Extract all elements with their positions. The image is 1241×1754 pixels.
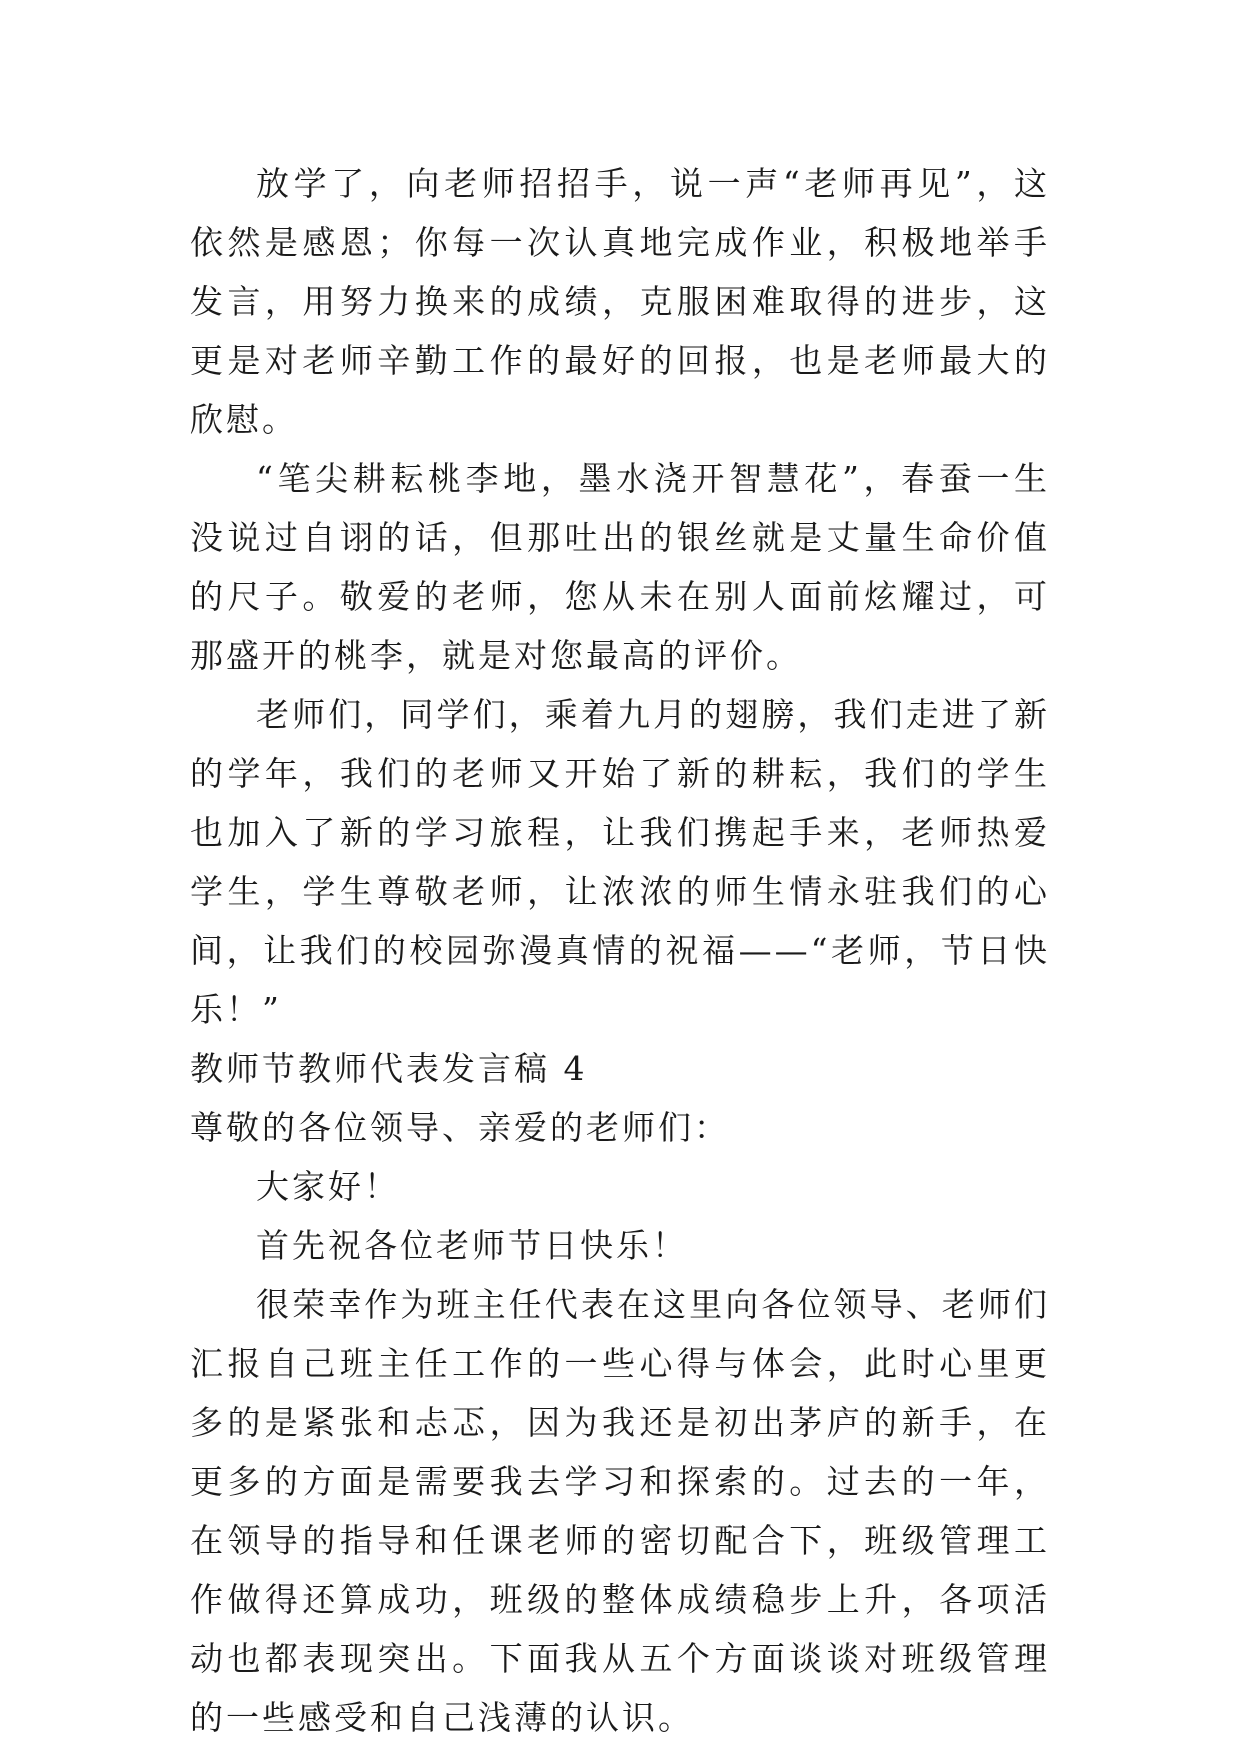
paragraph-gratitude: 放学了，向老师招招手，说一声“老师再见”，这依然是感恩；你每一次认真地完成作业，积极地举手发言，用努力换来的成绩，克服困难取得的进步，这更是对老师辛勤工作的最好的回报，也是老师最大的欣慰。 [190, 164, 1050, 439]
section-title: 教师节教师代表发言稿 4 [190, 1049, 588, 1088]
holiday-wish: 首先祝各位老师节日快乐！ [256, 1226, 688, 1265]
document-body [190, 154, 1050, 1747]
paragraph-praise: “笔尖耕耘桃李地，墨水浇开智慧花”，春蚕一生没说过自诩的话，但那吐出的银丝就是丈量生命价值的尺子。敬爱的老师，您从未在别人面前炫耀过，可那盛开的桃李，就是对您最高的评价。 [190, 459, 1050, 675]
paragraph-closing-wish: 老师们，同学们，乘着九月的翅膀，我们走进了新的学年，我们的老师又开始了新的耕耘，我们的学生也加入了新的学习旅程，让我们携起手来，老师热爱学生，学生尊敬老师，让浓浓的师生情永驻我们的心间，让我们的校园弥漫真情的祝福——“老师，节日快乐！” [190, 695, 1050, 1029]
greeting: 大家好！ [256, 1167, 400, 1206]
salutation: 尊敬的各位领导、亲爱的老师们： [190, 1108, 730, 1147]
paragraph-report: 很荣幸作为班主任代表在这里向各位领导、老师们汇报自己班主任工作的一些心得与体会，此时心里更多的是紧张和忐忑，因为我还是初出茅庐的新手，在更多的方面是需要我去学习和探索的。过去的一年，在领导的指导和任课老师的密切配合下，班级管理工作做得还算成功，班级的整体成绩稳步上升，各项活动也都表现突出。下面我从五个方面谈谈对班级管理的一些感受和自己浅薄的认识。 [190, 1285, 1050, 1737]
